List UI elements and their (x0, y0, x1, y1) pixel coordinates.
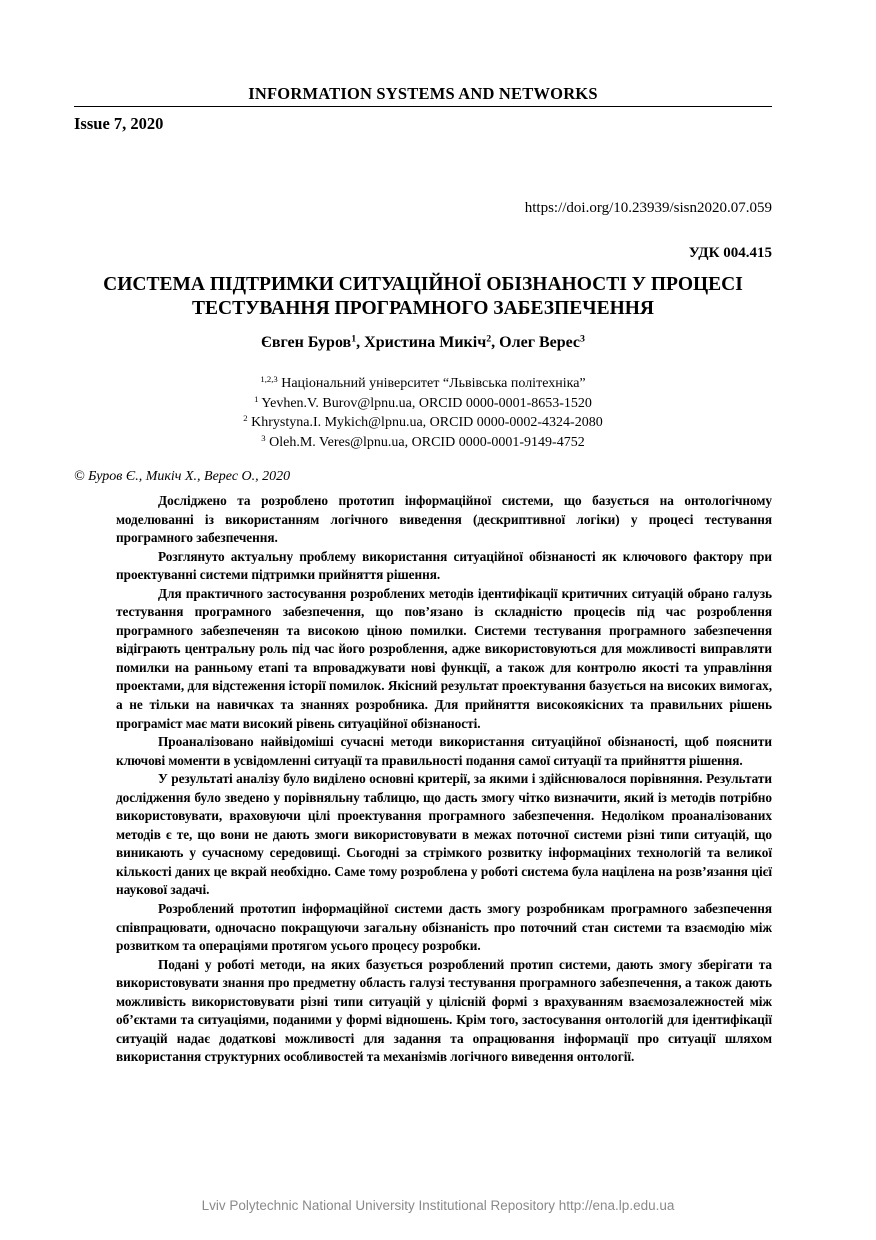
affiliation-line (74, 433, 772, 453)
paper-title (74, 273, 772, 321)
author-list (74, 334, 772, 352)
udk-code: УДК 004.415 (688, 245, 772, 261)
abstract-paragraph: У результаті аналізу було виділено основні критерії, за якими і здійснювалося порівняння. Результати дослідження було зведено у порівняльну таблицю, що дасть змогу чітко визначити, який із методів потрібно використовувати, враховуючи цілі проектування програмного забезпечення. Недоліком проаналізованих методів є те, що вони не дають змоги використовувати в межах поточної системи різні типи ситуацій, що виникають у сучасному середовищі. Сьогодні за стрімкого розвитку інформаціних технологій та великої кількості даних це вкрай необхідно. Саме тому розроблена у роботі система була націлена на розв’язання цієї наукової задачі. (116, 771, 772, 898)
affiliation-line (74, 394, 772, 414)
affiliation-sup: 2 (243, 413, 248, 424)
abstract-paragraph: Розроблений прототип інформаційної системи дасть змогу розробникам програмного забезпечення співпрацювати, одночасно покращуючи загальну обізнаність про поточний стан системи та взаємодію між розвитком та операціями протягом усього процесу розробки. (116, 901, 772, 954)
repository-footer: Lviv Polytechnic National University Institutional Repository http://ena.lp.edu.ua (201, 1198, 675, 1213)
affiliations (74, 374, 772, 452)
doi-link[interactable]: https://doi.org/10.23939/sisn2020.07.059 (524, 200, 772, 216)
header-rule (74, 106, 772, 107)
author-sup: 3 (580, 333, 585, 345)
abstract (116, 492, 772, 1067)
author-name: Олег Верес (499, 334, 581, 351)
affiliation-sup: 1,2,3 (260, 374, 278, 385)
abstract-paragraph: Проаналізовано найвідоміші сучасні методи використання ситуаційної обізнаності, щоб пояснити ключові моменти в усвідомленні ситуації та правильності подання самої ситуації та прийняття рішення. (116, 734, 772, 768)
author-separator: , (356, 334, 365, 351)
journal-name: INFORMATION SYSTEMS AND NETWORKS (248, 84, 598, 103)
affiliation-text: Khrystyna.I. Mykich@lpnu.ua, ORCID 0000-0002-4324-2080 (251, 415, 603, 430)
affiliation-text: Національний університет “Львівська політехніка” (281, 376, 586, 391)
affiliation-sup: 3 (261, 432, 266, 443)
affiliation-text: Yevhen.V. Burov@lpnu.ua, ORCID 0000-0001-8653-1520 (261, 395, 592, 411)
affiliation-line (74, 374, 772, 394)
author-name: Христина Микіч (364, 334, 487, 351)
copyright-notice: © Буров Є., Микіч Х., Верес О., 2020 (74, 469, 291, 484)
affiliation-line (74, 413, 772, 433)
title-line-2: ТЕСТУВАННЯ ПРОГРАМНОГО ЗАБЕЗПЕЧЕННЯ (191, 298, 655, 319)
abstract-paragraph: Для практичного застосування розроблених методів ідентифікації критичних ситуацій обрано галузь тестування програмного забезпечення, що пов’язано із складністю процесів під час розроблення програмного забезпеченян та високою ціною помилки. Системи тестування програмного забезпечення відіграють центральну роль під час його розроблення, адже використовуються для можливості виправляти помилки на ранньому етапі та впроваджувати нові функції, а також для контролю якості та управління проектами, для відстеження історії помилок. Якісний результат проектування базується на високих вимогах, а не тільки на навичках та знаннях розробника. Для прийняття високоякісних та правильних рішень програміст має мати високий рівень ситуаційної обізнаності. (116, 585, 772, 731)
abstract-paragraph: Досліджено та розроблено прототип інформаційної системи, що базується на онтологічному моделюванні із використанням логічного виведення (дескриптивної логіки) у процесі тестування програмного забезпечення. (116, 493, 772, 546)
title-line-1: СИСТЕМА ПІДТРИМКИ СИТУАЦІЙНОЇ ОБІЗНАНОСТІ У ПРОЦЕСІ (103, 274, 743, 295)
author-name: Євген Буров (261, 334, 352, 351)
abstract-paragraph: Подані у роботі методи, на яких базується розроблений протип системи, дають змогу зберігати та використовувати знання про предметну область галузі тестування програмного забезпечення, а також дають можливість використовувати різні типи ситуацій у цілісній формі з врахуванням взаємозалежностей між об’єктами та ситуаціями, поданими у формі відношень. Крім того, застосування онтологій для ідентифікації ситуацій надає додаткові можливості для задання та опрацювання інформації про ситуації шляхом використання структурних особливостей та механізмів логічного виведення онтології. (116, 956, 772, 1065)
author-sup: 1 (351, 333, 357, 345)
author-separator: , (491, 334, 500, 351)
author-sup: 2 (486, 333, 492, 345)
affiliation-text: Oleh.M. Veres@lpnu.ua, ORCID 0000-0001-9149-4752 (269, 434, 585, 450)
affiliation-sup: 1 (254, 393, 259, 404)
abstract-paragraph: Розглянуто актуальну проблему використання ситуаційної обізнаності як ключового фактору при проектуванні системи підтримки прийняття рішення. (116, 548, 772, 583)
issue-number: Issue 7, 2020 (74, 114, 164, 133)
